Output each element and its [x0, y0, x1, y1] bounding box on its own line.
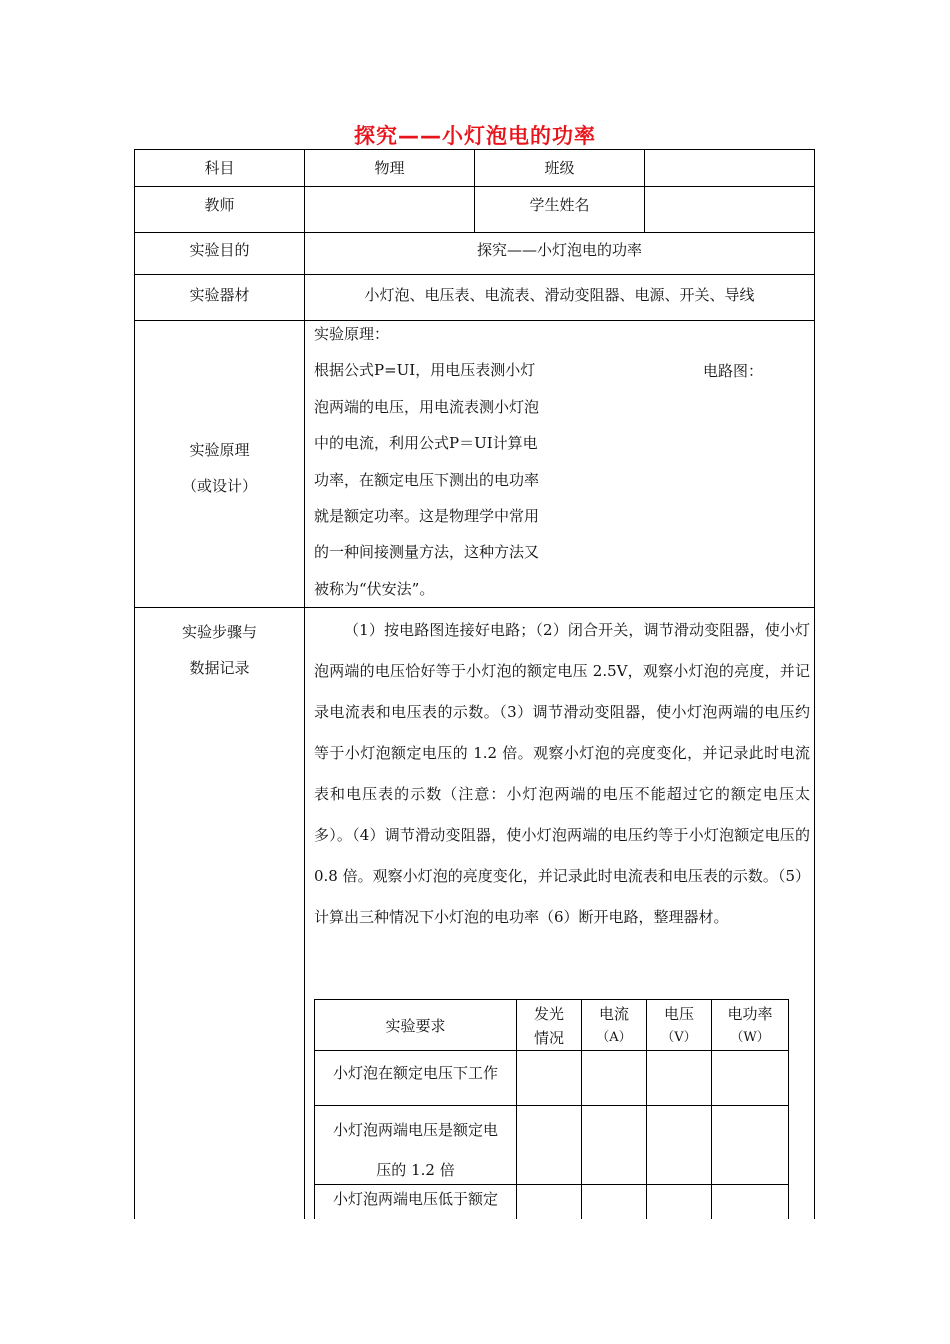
student-name-label: 学生姓名: [529, 196, 590, 214]
steps-text: （1）按电路图连接好电路；（2）闭合开关，调节滑动变阻器，使小灯泡两端的电压恰好等于小灯泡的额定电压 2.5V，观察小灯泡的亮度，并记录电流表和电压表的示数。（3）调节滑动变阻器，使小灯泡两端的电压约等于小灯泡额定电压的 1.2 倍。观察小灯泡的亮度变化，并记录此时电流表和电压表的示数（注意：小灯泡两端的电压不能超过它的额定电压太多）。（4）调节滑动变阻器，使小灯泡两端的电压约等于小灯泡额定电压的 0.8 倍。观察小灯泡的亮度变化，并记录此时电流表和电压表的示数。（5）计算出三种情况下小灯泡的电功率（6）断开电路，整理器材。: [314, 621, 810, 926]
table-border-right: [814, 149, 815, 1219]
header-light-status: [517, 1002, 581, 1050]
row-requirement-cont: 压的 1.2 倍: [376, 1161, 455, 1179]
equipment-value: 小灯泡、电压表、电流表、滑动变阻器、电源、开关、导线: [364, 286, 755, 304]
principle-label: [135, 432, 304, 504]
principle-label-line1: 实验原理: [189, 441, 250, 459]
table-row-divider: [134, 274, 815, 275]
principle-label-line2: （或设计）: [181, 477, 257, 495]
header-power: [712, 1002, 788, 1050]
principle-line: 泡两端的电压，用电流表测小灯泡: [314, 397, 540, 416]
header-current: [582, 1002, 646, 1050]
table-row-divider: [134, 186, 815, 187]
principle-line: 就是额定功率。这是物理学中常用: [314, 507, 540, 526]
table-column-divider-3: [644, 149, 645, 233]
circuit-diagram-label: 电路图：: [703, 362, 764, 380]
principle-line: 的一种间接测量方法，这种方法又: [314, 543, 540, 562]
header-current-line2: （A）: [596, 1030, 632, 1045]
table-row-divider: [134, 232, 815, 233]
principle-text: [314, 316, 574, 607]
table-row: [315, 1189, 516, 1209]
principle-line: 被称为“伏安法”。: [314, 579, 435, 598]
row-requirement: 小灯泡两端电压是额定电: [332, 1121, 498, 1139]
purpose-value: 探究——小灯泡电的功率: [476, 241, 642, 259]
header-power-line1: 电功率: [727, 1005, 773, 1023]
header-light-line2: 情况: [533, 1029, 564, 1047]
header-requirement: 实验要求: [385, 1017, 446, 1035]
row-requirement: 小灯泡在额定电压下工作: [332, 1064, 498, 1082]
purpose-label: 实验目的: [189, 241, 250, 259]
header-light-line1: 发光: [533, 1005, 564, 1023]
data-table-border-top: [314, 999, 789, 1000]
steps-label-line2: 数据记录: [189, 659, 250, 677]
data-table-row-divider: [314, 1050, 789, 1051]
header-current-line1: 电流: [598, 1005, 629, 1023]
principle-line: 根据公式P=UI，用电压表测小灯: [314, 361, 536, 380]
document-title: 探究——小灯泡电的功率: [354, 124, 596, 148]
teacher-label: 教师: [204, 196, 235, 214]
class-label: 班级: [544, 159, 575, 177]
header-voltage-line2: （V）: [661, 1030, 697, 1045]
table-column-divider: [304, 149, 305, 1219]
principle-line: 中的电流，利用公式P＝UI计算电: [314, 434, 538, 453]
header-voltage: [647, 1002, 711, 1050]
table-row: [315, 1063, 516, 1083]
subject-value: 物理: [374, 159, 405, 177]
equipment-label: 实验器材: [189, 286, 250, 304]
steps-label-line1: 实验步骤与: [181, 623, 257, 641]
steps-label: [135, 614, 304, 686]
row-requirement: 小灯泡两端电压低于额定: [332, 1190, 498, 1208]
data-table-row-divider: [314, 1105, 789, 1106]
table-row: [315, 1110, 516, 1190]
header-voltage-line1: 电压: [663, 1005, 694, 1023]
subject-label: 科目: [204, 159, 235, 177]
principle-line: 功率，在额定电压下测出的电功率: [314, 470, 540, 489]
header-power-line2: （W）: [730, 1030, 770, 1045]
data-table-border-right: [788, 999, 789, 1219]
principle-heading: 实验原理：: [314, 325, 390, 343]
